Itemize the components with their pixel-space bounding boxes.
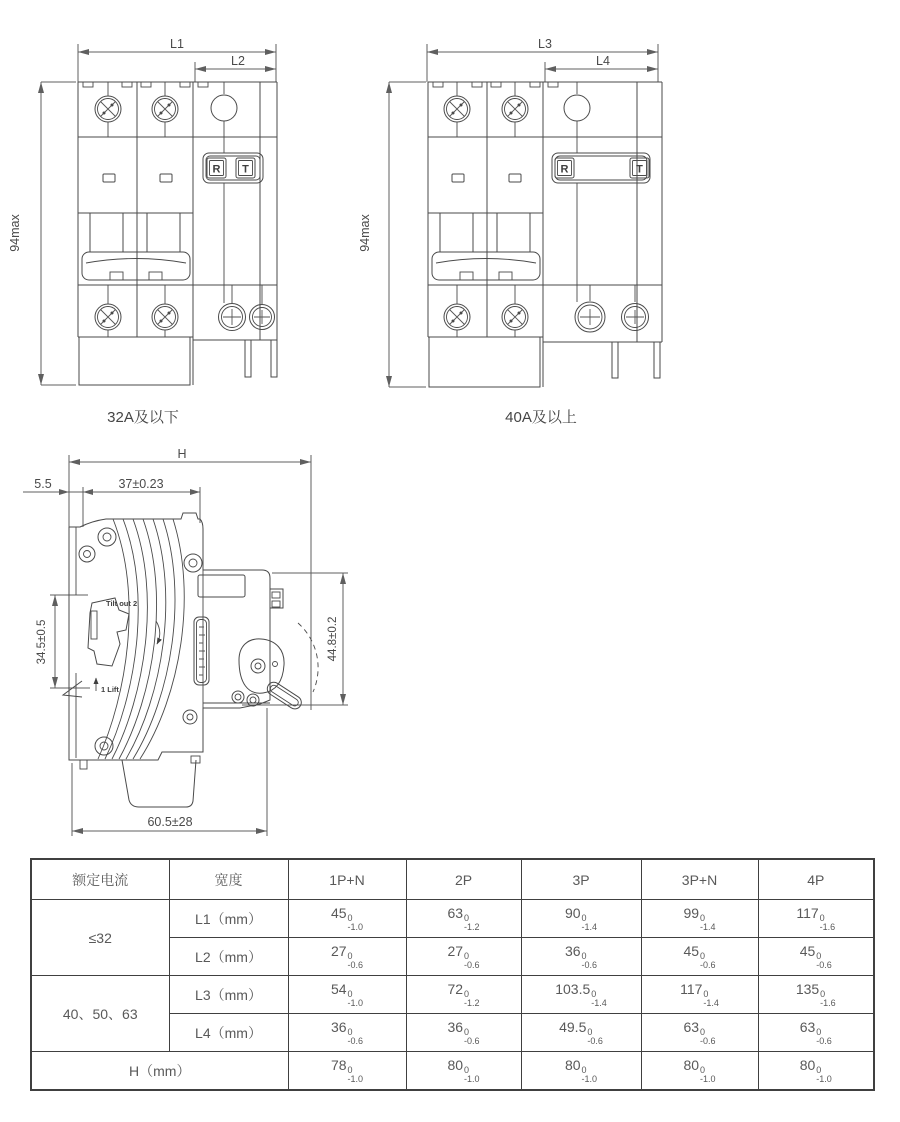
value-cell: 103.5 0 -1.4 — [521, 976, 641, 1014]
header-rated-current: 额定电流 — [31, 859, 169, 900]
bottom-pins — [612, 342, 660, 378]
value-cell: 45 0 -1.0 — [288, 900, 406, 938]
value-cell: 80 0 -1.0 — [406, 1052, 521, 1091]
reset-button-label: R — [560, 163, 569, 176]
test-port-hole — [564, 95, 590, 121]
tilt-out-label: Tilt out 2 — [106, 599, 138, 608]
value-cell: 90 0 -1.4 — [521, 900, 641, 938]
row-label-h: H（mm） — [31, 1052, 288, 1091]
table-row-l1 — [31, 900, 874, 938]
value-cell: 36 0 -0.6 — [406, 1014, 521, 1052]
table-row-h — [31, 1052, 874, 1091]
value-cell: 49.5 0 -0.6 — [521, 1014, 641, 1052]
value-cell: 63 0 -0.6 — [758, 1014, 874, 1052]
reset-test-buttons — [203, 153, 263, 183]
value-cell: 36 0 -0.6 — [521, 938, 641, 976]
dimensions-l3-l4 — [358, 37, 658, 387]
dimension-h — [69, 447, 311, 710]
dim-label-37: 37±0.23 — [118, 477, 164, 491]
brand-mark — [194, 617, 209, 685]
bottom-terminal-screws — [444, 302, 649, 332]
test-port-hole — [211, 95, 237, 121]
value-cell: 27 0 -0.6 — [406, 938, 521, 976]
row-label-l4: L4（mm） — [169, 1014, 288, 1052]
row-label-l3: L3（mm） — [169, 976, 288, 1014]
dim-label-94max: 94max — [8, 214, 22, 252]
dim-label-h: H — [177, 447, 187, 461]
dim-label-l4: L4 — [596, 54, 610, 68]
header-1pn: 1P+N — [288, 859, 406, 900]
toggle-handles — [82, 213, 190, 280]
group-label-le32: ≤32 — [31, 900, 169, 976]
header-3p: 3P — [521, 859, 641, 900]
bottom-terminal-screws — [95, 304, 275, 331]
value-cell: 80 0 -1.0 — [641, 1052, 758, 1091]
breaker-outline — [428, 82, 662, 387]
value-cell: 63 0 -1.2 — [406, 900, 521, 938]
value-cell: 54 0 -1.0 — [288, 976, 406, 1014]
value-cell: 99 0 -1.4 — [641, 900, 758, 938]
value-cell: 78 0 -1.0 — [288, 1052, 406, 1091]
row-label-l1: L1（mm） — [169, 900, 288, 938]
value-cell: 72 0 -1.2 — [406, 976, 521, 1014]
caption-32a: 32A及以下 — [107, 409, 179, 426]
value-cell: 117 0 -1.4 — [641, 976, 758, 1014]
side-view — [10, 445, 355, 855]
value-cell: 45 0 -0.6 — [758, 938, 874, 976]
value-cell: 117 0 -1.6 — [758, 900, 874, 938]
dim-label-34-5: 34.5±0.5 — [36, 619, 48, 665]
value-cell: 135 0 -1.6 — [758, 976, 874, 1014]
test-button-label: T — [242, 163, 249, 176]
lift-label: 1 Lift — [101, 685, 119, 694]
dim-label-l2: L2 — [231, 54, 245, 68]
value-cell: 80 0 -1.0 — [521, 1052, 641, 1091]
spec-table — [30, 858, 875, 1091]
front-ribs — [98, 519, 184, 759]
header-width: 宽度 — [169, 859, 288, 900]
reset-button-label: R — [212, 163, 221, 176]
dim-label-l1: L1 — [170, 37, 184, 51]
value-cell: 27 0 -0.6 — [288, 938, 406, 976]
header-3pn: 3P+N — [641, 859, 758, 900]
front-view-32a — [10, 30, 300, 430]
bottom-pins — [245, 340, 277, 377]
top-terminal-screws — [444, 95, 590, 122]
row-label-l2: L2（mm） — [169, 938, 288, 976]
table-row-l3 — [31, 976, 874, 1014]
header-4p: 4P — [758, 859, 874, 900]
value-cell: 36 0 -0.6 — [288, 1014, 406, 1052]
value-cell: 45 0 -0.6 — [641, 938, 758, 976]
value-cell: 63 0 -0.6 — [641, 1014, 758, 1052]
value-cell: 80 0 -1.0 — [758, 1052, 874, 1091]
dimension-34-5 — [36, 595, 90, 688]
group-label-40-50-63: 40、50、63 — [31, 976, 169, 1052]
handle-mechanism — [232, 623, 318, 711]
table-header-row — [31, 859, 874, 900]
dim-label-l3: L3 — [538, 37, 552, 51]
top-terminal-screws — [95, 95, 237, 122]
dimension-60-5 — [72, 708, 267, 836]
dim-label-94max: 94max — [358, 214, 372, 252]
dim-label-5-5: 5.5 — [34, 477, 52, 491]
header-2p: 2P — [406, 859, 521, 900]
caption-40a: 40A及以上 — [505, 409, 577, 426]
dim-label-44-8: 44.8±0.2 — [327, 616, 339, 662]
test-button-label: T — [636, 163, 643, 176]
reset-test-buttons — [552, 153, 650, 183]
toggle-handles — [432, 213, 540, 280]
dimensions-l1-l2 — [8, 37, 276, 385]
dim-label-60-5: 60.5±28 — [147, 815, 193, 829]
front-view-40a — [355, 30, 695, 430]
